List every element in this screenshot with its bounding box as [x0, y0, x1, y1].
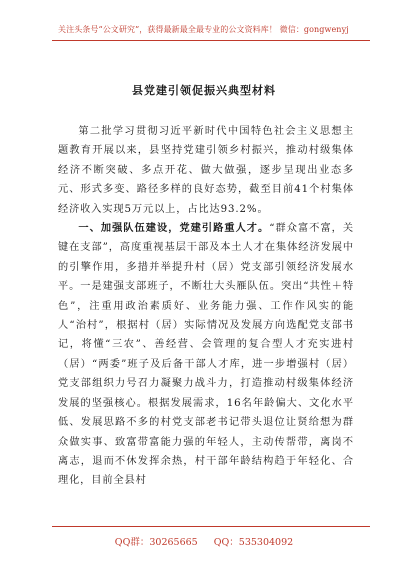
footer-qq: QQ：535304092 — [213, 537, 294, 548]
document-body — [58, 122, 354, 491]
footer-divider — [52, 526, 370, 527]
footer-contact — [0, 534, 408, 548]
header-divider — [52, 40, 370, 41]
section-1-paragraph — [58, 219, 354, 491]
promo-banner: 关注头条号“公文研究”，获得最新最全最专业的公文资料库！ 微信：gongwenyj — [58, 25, 349, 34]
section-1-heading: 一、加强队伍建设，党建引路重人才。 — [78, 222, 270, 235]
section-1-text: “群众富不富，关键在支部”，高度重视基层干部及本土人才在集体经济发展中的引擎作用，多措并举提升村（居）党支部引领经济发展水平。一是建强支部班子，不断壮大头雁队伍。突出“共性＋特色”，注重用政治素质好、业务能力强、工作作风实的能人“治村”，根据村（居）实际情况及发展方向选配党支部书记，将懂“三农”、善经营、会管理的复合型人才充实进村（居）“两委”班子及后备干部人才库，进一步增强村（居）党支部组织力号召力凝聚力战斗力，打造推动村级集体经济发展的坚强核心。根据发展需求，16名年龄偏大、文化水平低、发展思路不多的村党支部老书记带头退位让贤给想为群众做实事、致富带富能力强的年轻人，主动传帮带，离岗不离志，退而不休发挥余热，村干部年龄结构趋于年轻化、合理化，目前全县村 — [58, 223, 354, 487]
document-title: 县党建引领促振兴典型材料 — [132, 84, 276, 97]
footer-qq-group: QQ群：30265665 — [114, 537, 198, 548]
intro-paragraph: 第二批学习贯彻习近平新时代中国特色社会主义思想主题教育开展以来，县坚持党建引领乡村振兴，推动村级集体经济不断突破、多点开花、做大做强，逐步呈现出业态多元、形式多变、路径多样的良好态势，截至目前41个村集体经济收入实现5万元以上，占比达93.2%。 — [58, 126, 354, 215]
